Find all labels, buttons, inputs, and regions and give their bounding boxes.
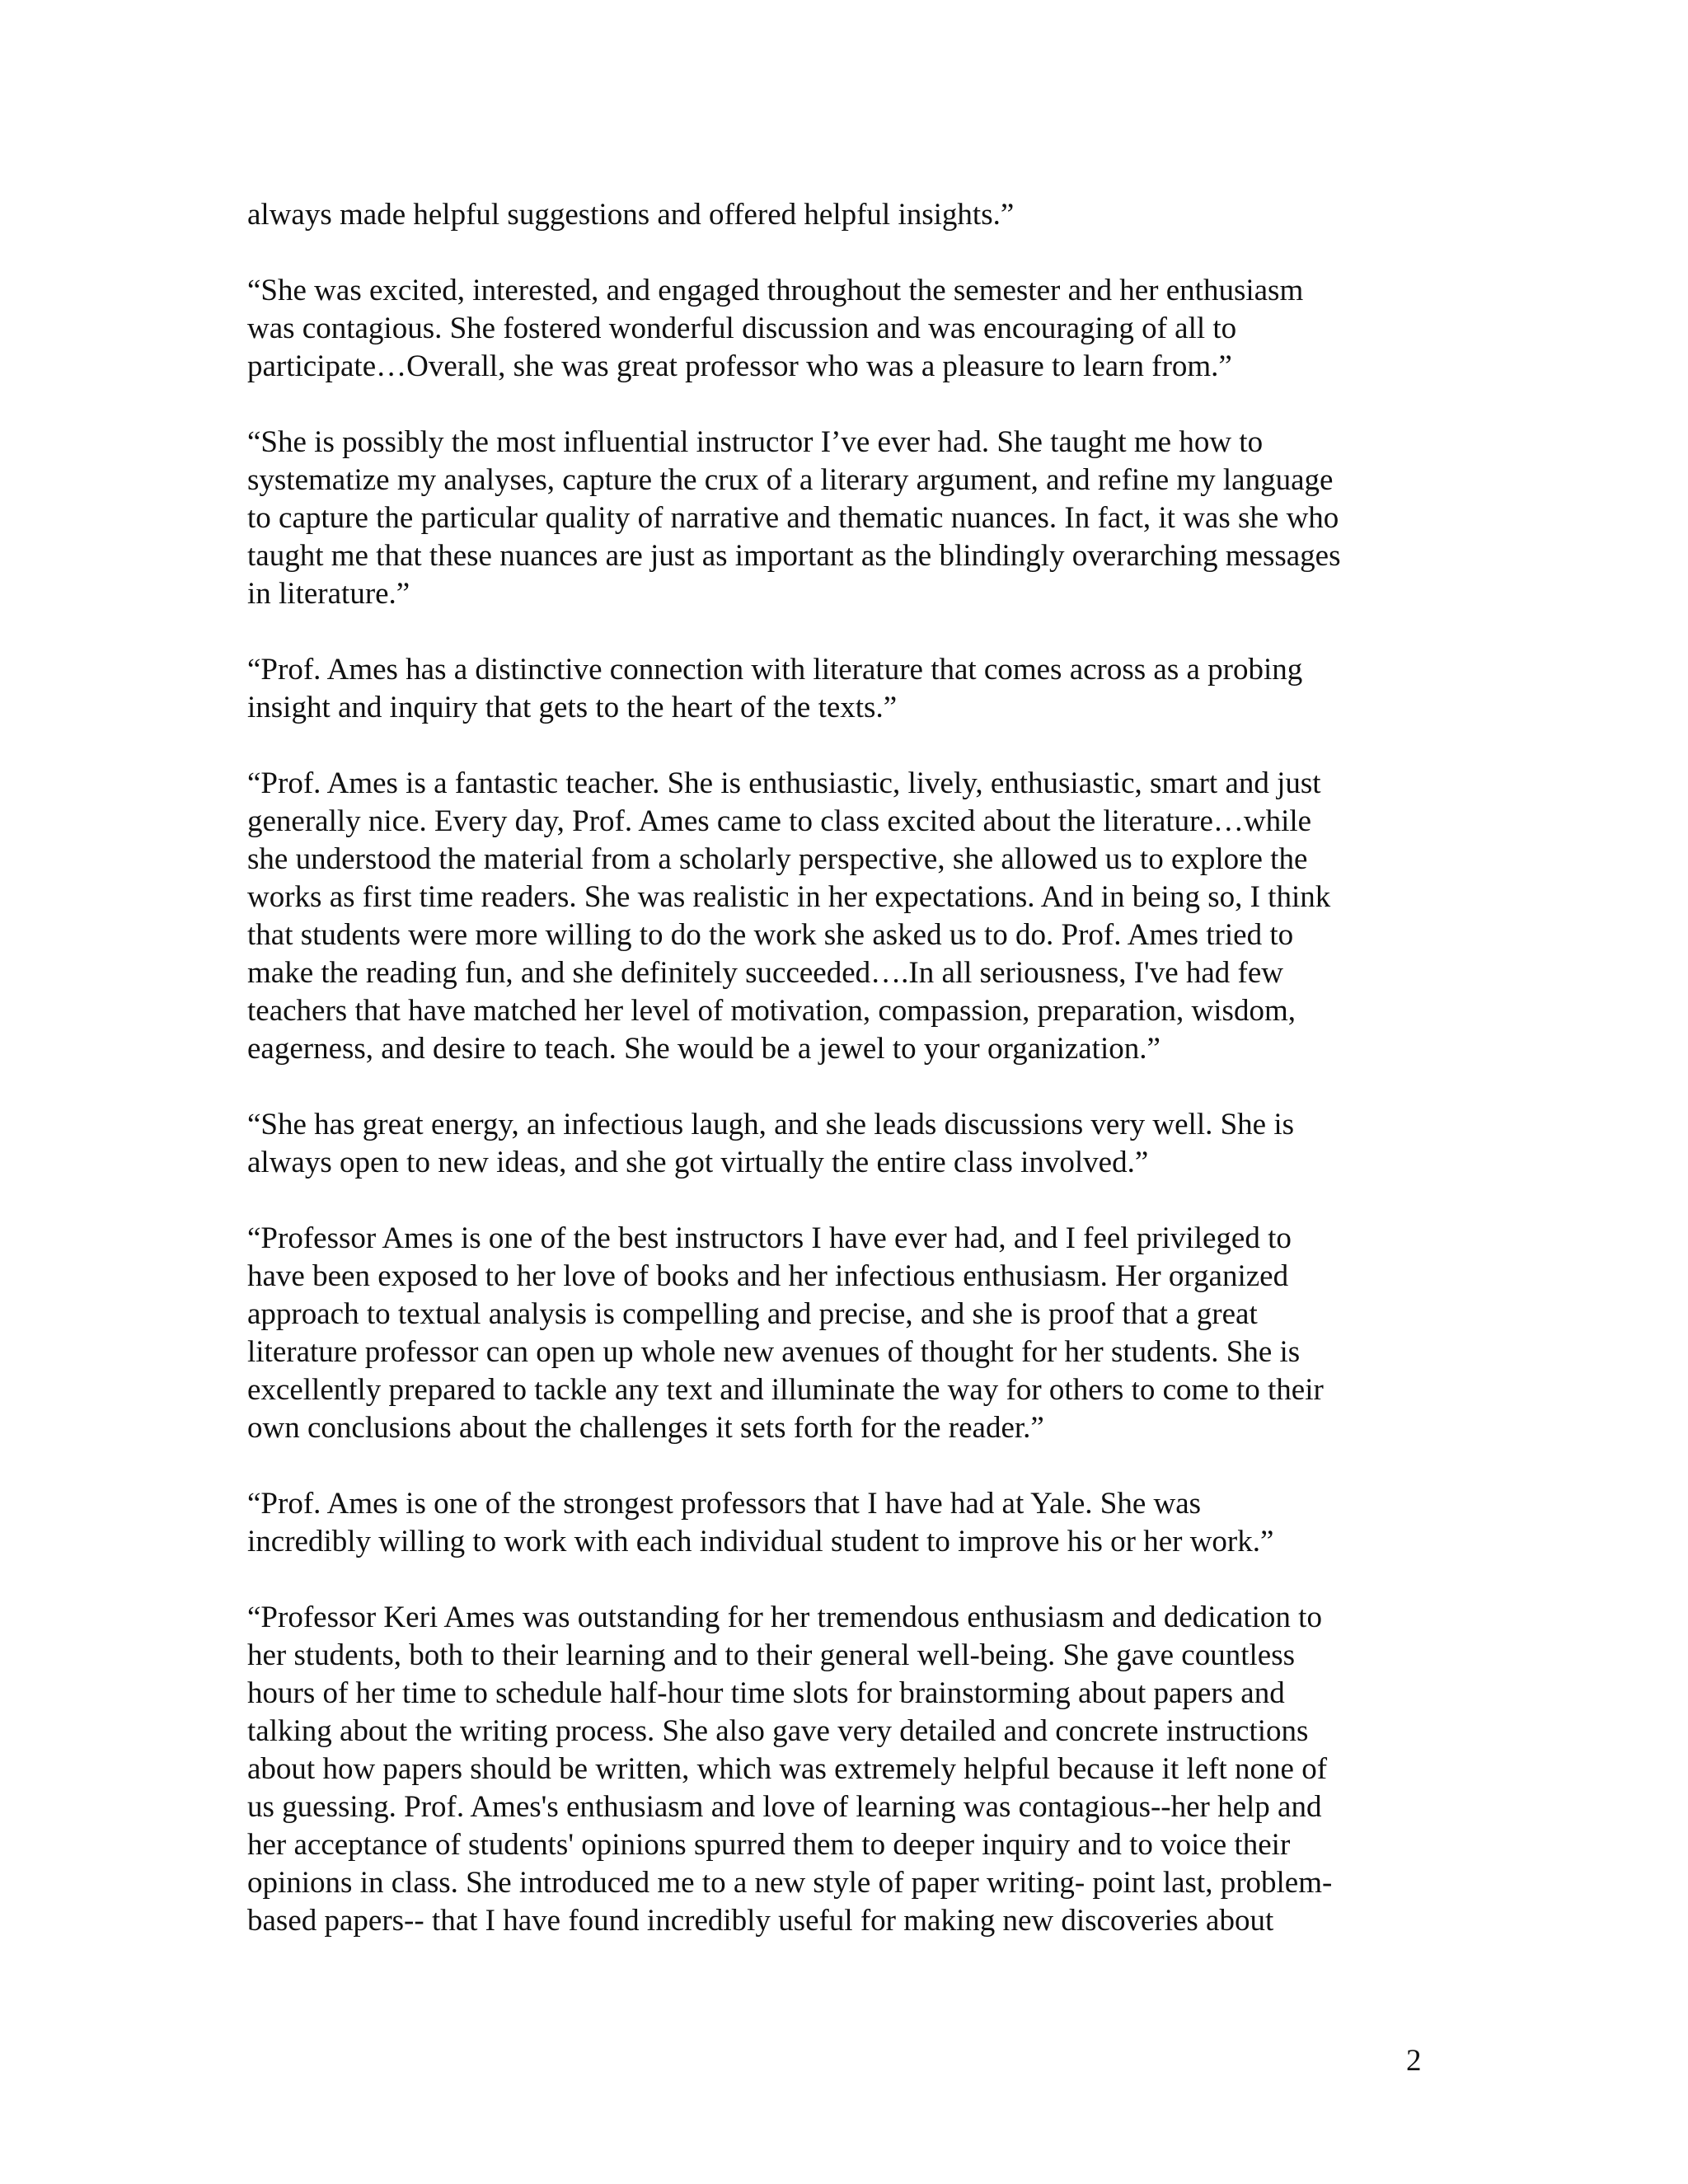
page-number: 2 xyxy=(1406,2044,1422,2078)
paragraph-quote-6: “Professor Ames is one of the best instructors I have ever had, and I feel privileged to have been exposed to her love of books and her infectious enthusiasm. Her organized approach to textual analysis is compelling and precise, and she is proof that a great literature professor can open up whole new avenues of thought for her students. She is excellently prepared to tackle any text and illuminate the way for others to come to their own conclusions about the challenges it sets forth for the reader.” xyxy=(247,1221,1324,1445)
document-body xyxy=(247,196,1451,1978)
paragraph-quote-5: “She has great energy, an infectious laugh, and she leads discussions very well. She is always open to new ideas, and she got virtually the entire class involved.” xyxy=(247,1108,1295,1179)
paragraph-quote-continuation: always made helpful suggestions and offered helpful insights.” xyxy=(247,198,1015,232)
paragraph-quote-7: “Prof. Ames is one of the strongest professors that I have had at Yale. She was incredibly willing to work with each individual student to improve his or her work.” xyxy=(247,1487,1274,1558)
paragraph-quote-3: “Prof. Ames has a distinctive connection with literature that comes across as a probing insight and inquiry that gets to the heart of the texts.” xyxy=(247,653,1303,724)
paragraph-quote-1: “She was excited, interested, and engaged throughout the semester and her enthusiasm was contagious. She fostered wonderful discussion and was encouraging of all to participate…Overall, she was great professor who was a pleasure to learn from.” xyxy=(247,274,1304,383)
paragraph-quote-2: “She is possibly the most influential instructor I’ve ever had. She taught me how to systematize my analyses, capture the crux of a literary argument, and refine my language to capture the particular quality of narrative and thematic nuances. In fact, it was she who taught me that these nuances are just as important as the blindingly overarching messages in literature.” xyxy=(247,425,1341,611)
paragraph-quote-8: “Professor Keri Ames was outstanding for her tremendous enthusiasm and dedication to her students, both to their learning and to their general well-being. She gave countless hours of her time to schedule half-hour time slots for brainstorming about papers and talking about the writing process. She also gave very detailed and concrete instructions about how papers should be written, which was extremely helpful because it left none of us guessing. Prof. Ames's enthusiasm and love of learning was contagious--her help and her acceptance of students' opinions spurred them to deeper inquiry and to voice their opinions in class. She introduced me to a new style of paper writing- point last, problem- based papers-- that I have found incredibly useful for making new discoveries about xyxy=(247,1601,1333,1938)
paragraph-quote-4: “Prof. Ames is a fantastic teacher. She is enthusiastic, lively, enthusiastic, smart and just generally nice. Every day, Prof. Ames came to class excited about the literature…while she understood the material from a scholarly perspective, she allowed us to explore the works as first time readers. She was realistic in her expectations. And in being so, I think that students were more willing to do the work she asked us to do. Prof. Ames tried to make the reading fun, and she definitely succeeded….In all seriousness, I've had few teachers that have matched her level of motivation, compassion, preparation, wisdom, eagerness, and desire to teach. She would be a jewel to your organization.” xyxy=(247,766,1331,1066)
